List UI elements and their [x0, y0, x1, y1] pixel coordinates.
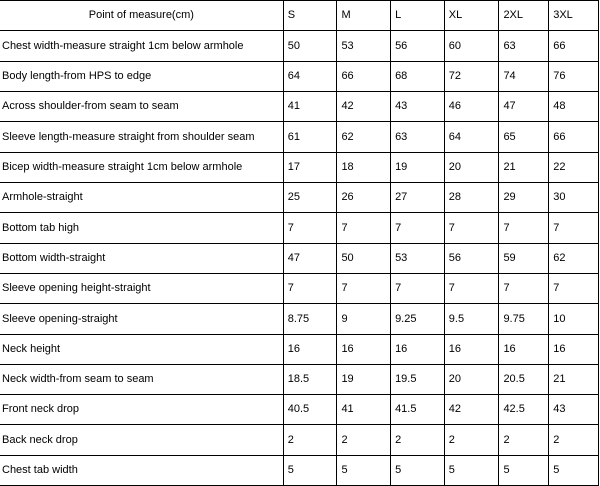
size-value-cell: 7	[499, 213, 549, 244]
measure-label: Bottom tab high	[0, 213, 283, 244]
size-value-cell: 7	[283, 274, 337, 304]
size-value-cell: 7	[391, 213, 445, 244]
size-value-cell: 46	[444, 92, 499, 122]
measure-label: Chest width-measure straight 1cm below armhole	[0, 31, 283, 62]
size-value-cell: 9.75	[499, 304, 549, 335]
size-value-cell: 19	[391, 153, 445, 183]
size-value-cell: 43	[549, 395, 599, 425]
size-value-cell: 9.25	[391, 304, 445, 335]
table-row	[0, 456, 599, 486]
size-value-cell: 59	[499, 244, 549, 274]
size-value-cell: 7	[337, 274, 391, 304]
size-value-cell: 19	[337, 365, 391, 395]
size-value-cell: 61	[283, 122, 337, 153]
size-value-cell: 10	[549, 304, 599, 335]
size-value-cell: 16	[283, 335, 337, 365]
size-value-cell: 2	[549, 425, 599, 456]
size-value-cell: 48	[549, 92, 599, 122]
size-value-cell: 7	[283, 213, 337, 244]
size-value-cell: 66	[337, 62, 391, 92]
size-value-cell: 63	[391, 122, 445, 153]
size-value-cell: 76	[549, 62, 599, 92]
measure-label: Sleeve length-measure straight from shoulder seam	[0, 122, 283, 153]
size-value-cell: 5	[549, 456, 599, 486]
size-value-cell: 47	[283, 244, 337, 274]
size-value-cell: 5	[499, 456, 549, 486]
size-value-cell: 41	[283, 92, 337, 122]
size-value-cell: 25	[283, 183, 337, 213]
size-value-cell: 9.5	[444, 304, 499, 335]
size-value-cell: 42.5	[499, 395, 549, 425]
size-value-cell: 56	[444, 244, 499, 274]
size-value-cell: 20.5	[499, 365, 549, 395]
size-value-cell: 62	[337, 122, 391, 153]
size-column-header: 3XL	[549, 1, 599, 31]
size-value-cell: 22	[549, 153, 599, 183]
size-value-cell: 50	[337, 244, 391, 274]
table-row	[0, 62, 599, 92]
size-value-cell: 5	[337, 456, 391, 486]
size-value-cell: 74	[499, 62, 549, 92]
size-value-cell: 63	[499, 31, 549, 62]
size-value-cell: 18	[337, 153, 391, 183]
size-value-cell: 16	[444, 335, 499, 365]
size-value-cell: 16	[549, 335, 599, 365]
table-row	[0, 425, 599, 456]
size-value-cell: 26	[337, 183, 391, 213]
size-value-cell: 19.5	[391, 365, 445, 395]
measure-label: Back neck drop	[0, 425, 283, 456]
size-value-cell: 5	[391, 456, 445, 486]
measure-label: Across shoulder-from seam to seam	[0, 92, 283, 122]
size-value-cell: 62	[549, 244, 599, 274]
measure-column-header: Point of measure(cm)	[0, 1, 283, 31]
size-value-cell: 16	[391, 335, 445, 365]
size-value-cell: 2	[499, 425, 549, 456]
size-value-cell: 5	[444, 456, 499, 486]
size-value-cell: 7	[444, 274, 499, 304]
size-value-cell: 53	[391, 244, 445, 274]
size-value-cell: 42	[337, 92, 391, 122]
table-row	[0, 365, 599, 395]
table-row	[0, 304, 599, 335]
table-row	[0, 244, 599, 274]
table-header-row	[0, 1, 599, 31]
size-value-cell: 53	[337, 31, 391, 62]
size-value-cell: 28	[444, 183, 499, 213]
size-value-cell: 17	[283, 153, 337, 183]
table-row	[0, 122, 599, 153]
size-value-cell: 7	[549, 274, 599, 304]
size-value-cell: 66	[549, 31, 599, 62]
size-value-cell: 2	[444, 425, 499, 456]
size-value-cell: 20	[444, 365, 499, 395]
size-value-cell: 2	[391, 425, 445, 456]
size-column-header: XL	[444, 1, 499, 31]
size-value-cell: 20	[444, 153, 499, 183]
size-column-header: L	[391, 1, 445, 31]
size-column-header: M	[337, 1, 391, 31]
size-value-cell: 16	[337, 335, 391, 365]
size-value-cell: 30	[549, 183, 599, 213]
size-value-cell: 8.75	[283, 304, 337, 335]
table-row	[0, 31, 599, 62]
size-value-cell: 56	[391, 31, 445, 62]
size-value-cell: 41	[337, 395, 391, 425]
size-value-cell: 68	[391, 62, 445, 92]
measure-label: Armhole-straight	[0, 183, 283, 213]
table-row	[0, 153, 599, 183]
size-value-cell: 18.5	[283, 365, 337, 395]
table-row	[0, 92, 599, 122]
measure-label: Neck height	[0, 335, 283, 365]
size-value-cell: 42	[444, 395, 499, 425]
size-value-cell: 64	[283, 62, 337, 92]
size-value-cell: 21	[499, 153, 549, 183]
size-value-cell: 64	[444, 122, 499, 153]
size-value-cell: 2	[337, 425, 391, 456]
measure-label: Bottom width-straight	[0, 244, 283, 274]
table-row	[0, 274, 599, 304]
size-value-cell: 7	[549, 213, 599, 244]
size-value-cell: 9	[337, 304, 391, 335]
size-value-cell: 7	[391, 274, 445, 304]
size-value-cell: 50	[283, 31, 337, 62]
table-row	[0, 395, 599, 425]
size-value-cell: 47	[499, 92, 549, 122]
measure-label: Front neck drop	[0, 395, 283, 425]
measure-label: Neck width-from seam to seam	[0, 365, 283, 395]
size-value-cell: 2	[283, 425, 337, 456]
table-row	[0, 213, 599, 244]
size-value-cell: 27	[391, 183, 445, 213]
size-column-header: S	[283, 1, 337, 31]
measure-label: Bicep width-measure straight 1cm below armhole	[0, 153, 283, 183]
size-value-cell: 21	[549, 365, 599, 395]
size-value-cell: 7	[499, 274, 549, 304]
measure-label: Body length-from HPS to edge	[0, 62, 283, 92]
size-value-cell: 7	[337, 213, 391, 244]
size-value-cell: 29	[499, 183, 549, 213]
measure-label: Sleeve opening-straight	[0, 304, 283, 335]
size-column-header: 2XL	[499, 1, 549, 31]
size-value-cell: 40.5	[283, 395, 337, 425]
size-value-cell: 7	[444, 213, 499, 244]
size-value-cell: 16	[499, 335, 549, 365]
size-value-cell: 66	[549, 122, 599, 153]
size-chart-body	[0, 1, 599, 486]
size-value-cell: 65	[499, 122, 549, 153]
measure-label: Sleeve opening height-straight	[0, 274, 283, 304]
table-row	[0, 335, 599, 365]
size-value-cell: 5	[283, 456, 337, 486]
table-row	[0, 183, 599, 213]
measure-label: Chest tab width	[0, 456, 283, 486]
size-value-cell: 43	[391, 92, 445, 122]
size-value-cell: 41.5	[391, 395, 445, 425]
size-value-cell: 72	[444, 62, 499, 92]
size-value-cell: 60	[444, 31, 499, 62]
